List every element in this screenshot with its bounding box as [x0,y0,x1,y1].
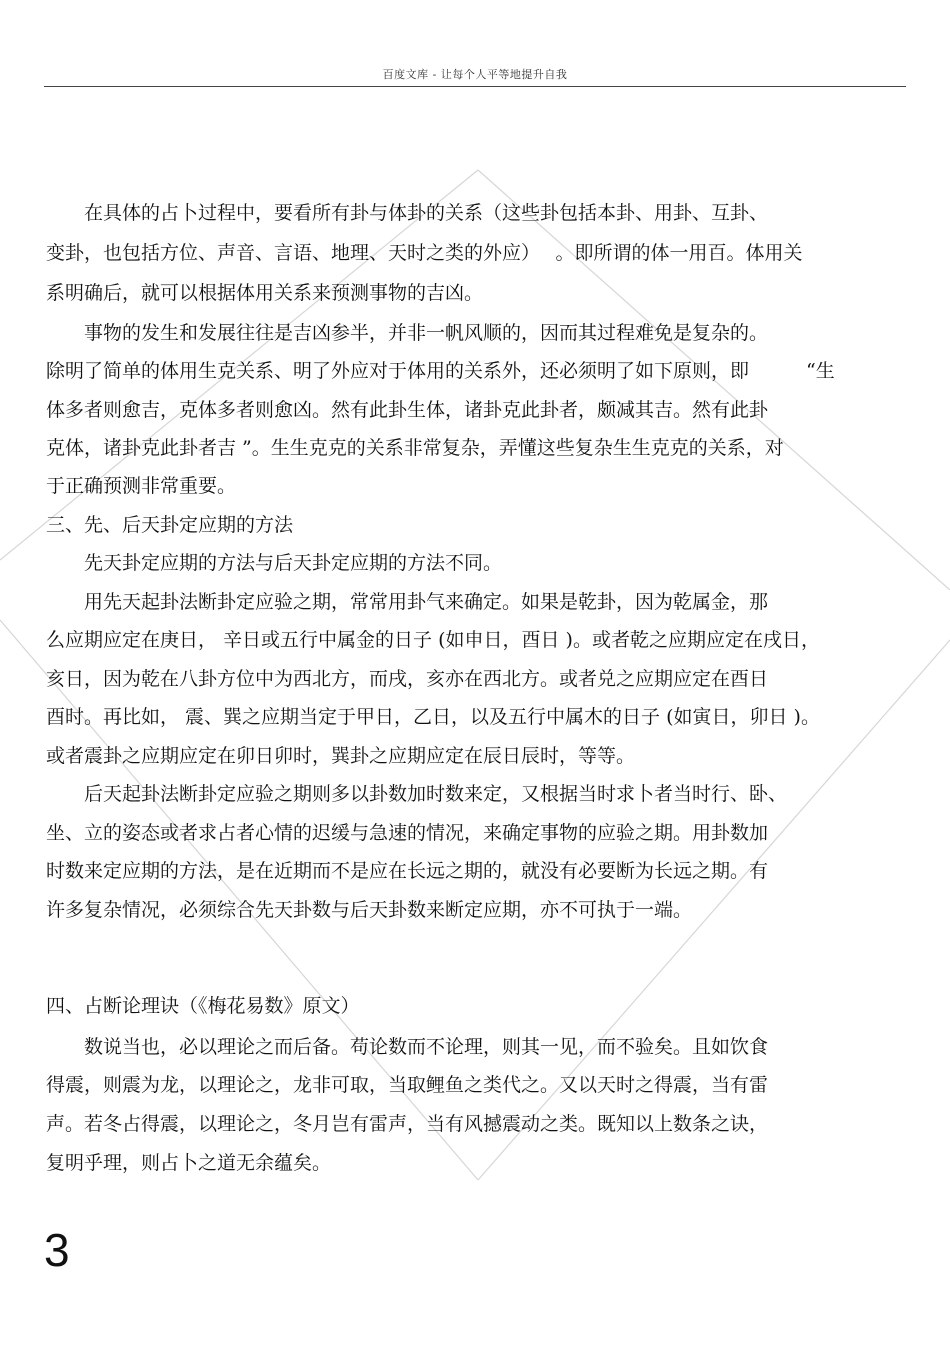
paragraph-line: 亥日，因为乾在八卦方位中为西北方，而戌，亥亦在西北方。或者兑之应期应定在酉日 [46,668,769,690]
paragraph-line: 事物的发生和发展往往是吉凶参半，并非一帆风顺的，因而其过程难免是复杂的。 [46,322,769,344]
paragraph-line: 在具体的占卜过程中，要看所有卦与体卦的关系（这些卦包括本卦、用卦、互卦、 [46,202,769,224]
paragraph-line: 用先天起卦法断卦定应验之期，常常用卦气来确定。如果是乾卦，因为乾属金，那 [46,591,769,613]
page-number: 3 [44,1224,70,1276]
paragraph-line: 体多者则愈吉，克体多者则愈凶。然有此卦生体，诸卦克此卦者，颇减其吉。然有此卦 [46,399,769,421]
section-heading: 三、先、后天卦定应期的方法 [46,514,294,536]
paragraph-line: 许多复杂情况，必须综合先天卦数与后天卦数来断定应期，亦不可执于一端。 [46,899,693,921]
paragraph-line: 数说当也，必以理论之而后备。苟论数而不论理，则其一见，而不验矣。且如饮食 [46,1036,769,1058]
paragraph-line: 复明乎理，则占卜之道无余蕴矣。 [46,1152,332,1174]
paragraph-line: 声。若冬占得震，以理论之，冬月岂有雷声，当有风撼震动之类。既知以上数条之诀， [46,1113,769,1135]
paragraph-line: 变卦，也包括方位、声音、言语、地理、天时之类的外应） 。即所谓的体一用百。体用关 [46,242,803,264]
paragraph-line: 坐、立的姿态或者求占者心情的迟缓与急速的情况，来确定事物的应验之期。用卦数加 [46,822,769,844]
paragraph-line: 后天起卦法断卦定应验之期则多以卦数加时数来定，又根据当时求卜者当时行、卧、 [46,783,788,805]
section-heading: 四、占断论理诀（《梅花易数》原文） [46,995,360,1017]
paragraph-line: 酉时。再比如， 震、巽之应期当定于甲日，乙日，以及五行中属木的日子 (如寅日，卯日 )。 [46,706,820,728]
paragraph-line: 系明确后，就可以根据体用关系来预测事物的吉凶。 [46,282,484,304]
paragraph-line: 得震，则震为龙，以理论之，龙非可取，当取鲤鱼之类代之。又以天时之得震，当有雷 [46,1074,769,1096]
paragraph-line: 克体，诸卦克此卦者吉 ”。生生克克的关系非常复杂，弄懂这些复杂生生克克的关系，对 [46,437,784,459]
paragraph-line: 于正确预测非常重要。 [46,475,237,497]
header-divider [44,86,906,87]
paragraph-line: 除明了简单的体用生克关系、明了外应对于体用的关系外，还必须明了如下原则，即 “生 [46,360,835,382]
paragraph-line: 时数来定应期的方法，是在近期而不是应在长远之期的，就没有必要断为长远之期。有 [46,860,769,882]
paragraph-line: 或者震卦之应期应定在卯日卯时，巽卦之应期应定在辰日辰时，等等。 [46,745,636,767]
page-header: 百度文库 - 让每个人平等地提升自我 [382,68,568,81]
paragraph-line: 么应期应定在庚日， 辛日或五行中属金的日子 (如申日，酉日 )。或者乾之应期应定在戌日， [46,629,820,651]
paragraph-line: 先天卦定应期的方法与后天卦定应期的方法不同。 [46,552,503,574]
